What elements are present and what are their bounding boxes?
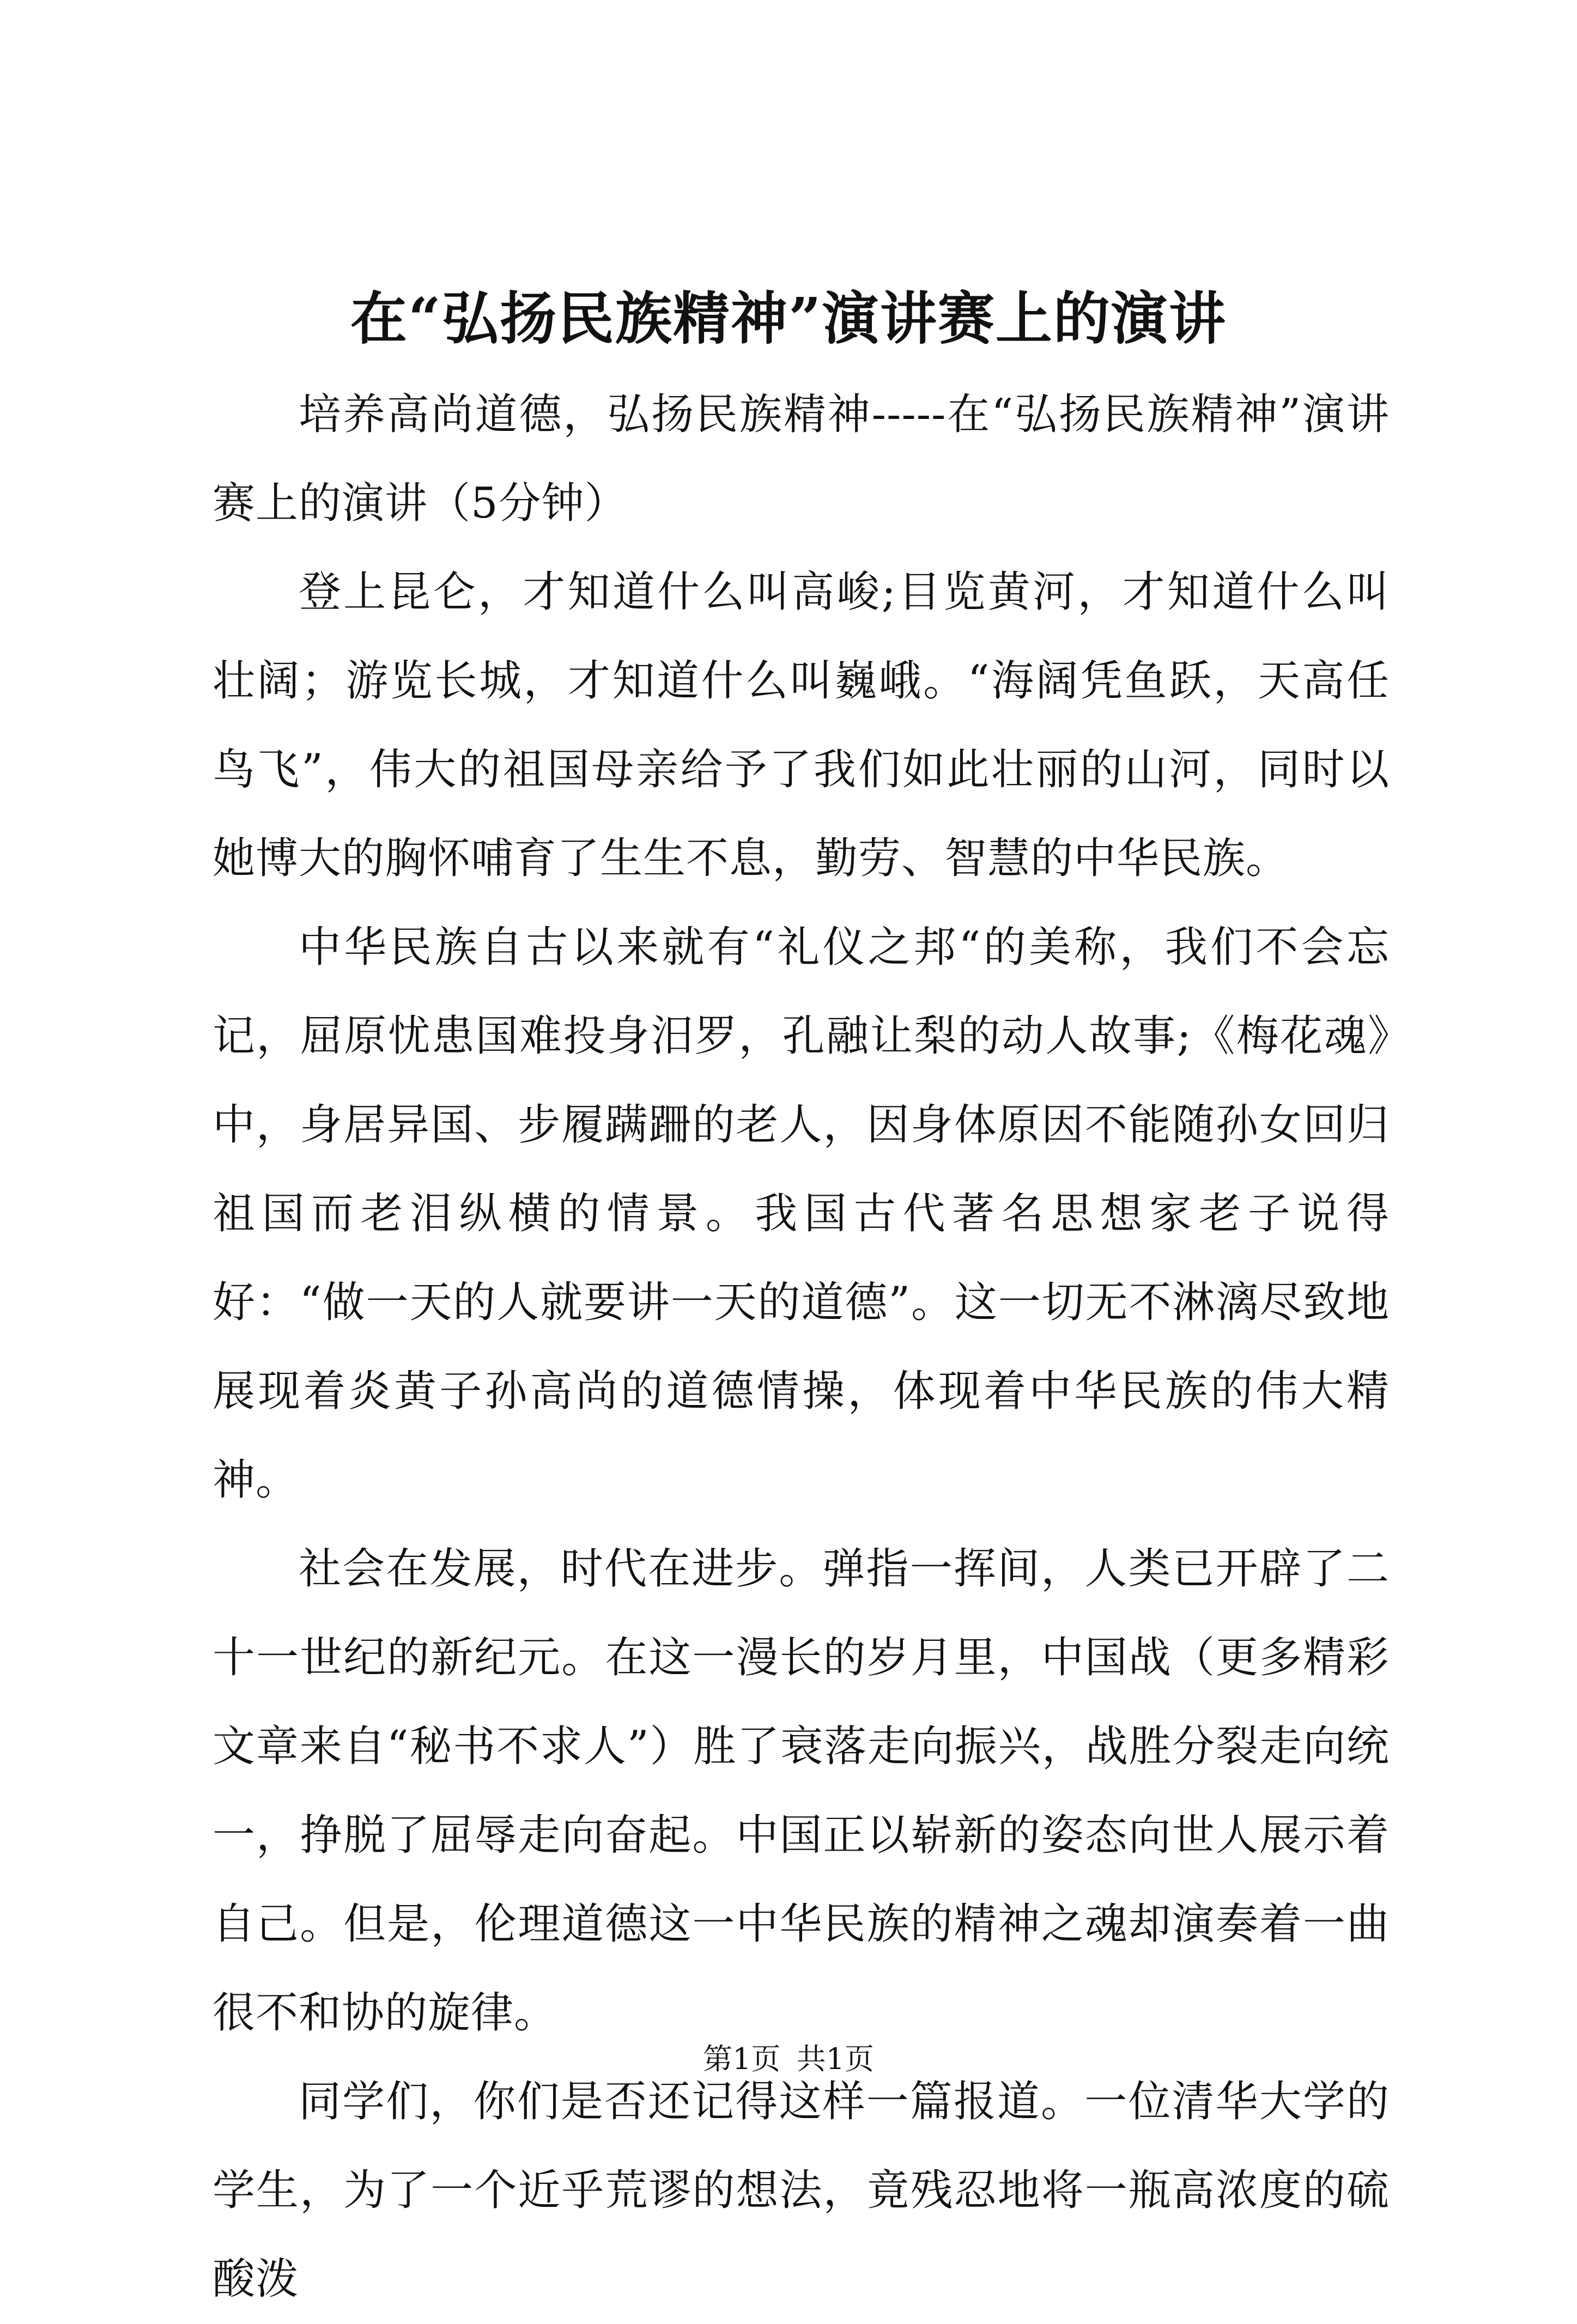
paragraph-subtitle: 培养高尚道德，弘扬民族精神-----在“弘扬民族精神”演讲赛上的演讲（5分钟）	[213, 390, 1390, 528]
paragraph-1: 登上昆仑，才知道什么叫高峻;目览黄河，才知道什么叫壮阔；游览长城，才知道什么叫巍峨。“海阔凭鱼跃，天高任鸟飞”，伟大的祖国母亲给予了我们如此壮丽的山河，同时以她博大的胸怀哺育了生生不息，勤劳、智慧的中华民族。	[213, 568, 1390, 883]
page-number: 第1页	[703, 2042, 781, 2076]
paragraph-3: 社会在发展，时代在进步。弹指一挥间，人类已开辟了二十一世纪的新纪元。在这一漫长的岁月里，中国战（更多精彩文章来自“秘书不求人”）胜了衰落走向振兴，战胜分裂走向统一，挣脱了屈辱走向奋起。中国正以崭新的姿态向世人展示着自己。但是，伦理道德这一中华民族的精神之魂却演奏着一曲很不和协的旋律。	[213, 1544, 1390, 2037]
paragraph-4: 同学们，你们是否还记得这样一篇报道。一位清华大学的学生，为了一个近乎荒谬的想法，竟残忍地将一瓶高浓度的硫酸泼	[213, 2077, 1390, 2304]
page-total: 共1页	[796, 2042, 874, 2076]
paragraph-2: 中华民族自古以来就有“礼仪之邦“的美称，我们不会忘记，屈原忧患国难投身汨罗，孔融让梨的动人故事;《梅花魂》中，身居异国、步履蹒跚的老人，因身体原因不能随孙女回归祖国而老泪纵横的情景。我国古代著名思想家老子说得好：“做一天的人就要讲一天的道德”。这一切无不淋漓尽致地展现着炎黄子孙高尚的道德情操，体现着中华民族的伟大精神。	[213, 923, 1390, 1505]
document-title: 在“弘扬民族精神”演讲赛上的演讲	[350, 285, 1227, 352]
document-body	[213, 370, 1390, 2324]
page-footer	[0, 2037, 1577, 2081]
